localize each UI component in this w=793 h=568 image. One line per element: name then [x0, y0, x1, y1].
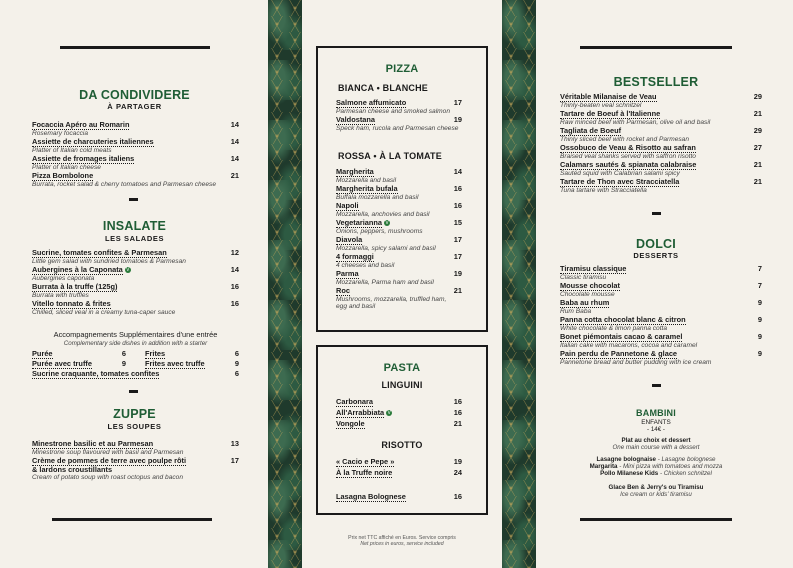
decor-strip-left	[268, 0, 302, 568]
section-title: PIZZA	[385, 63, 419, 75]
section-title: DOLCI	[636, 237, 676, 251]
section-title: PASTA	[383, 362, 421, 374]
section-subtitle: DESSERTS	[633, 251, 679, 260]
top-rule	[60, 46, 210, 49]
menu-item: Parma 19 Mozzarella, Parma ham and basil	[336, 269, 462, 286]
menu-item: Pizza Bombolone 21 Burrata, rocket salad & cherry tomatoes and Parmesan cheese	[32, 171, 239, 188]
menu-item: Calamars sautés & spianata calabraise 21 Sautéd squid with Calabrian salami spicy	[560, 160, 762, 177]
menu-item: Crème de pommes de terre avec poulpe rôti 17 & lardons croustillants Cream of potato soup with roast octopus and bacon	[32, 456, 239, 481]
menu-item: Bonet piémontais cacao & caramel 9 Italian cake with macarons, cocoa and caramel	[560, 332, 762, 349]
menu-item: Assiette de fromages italiens 14 Platter of Italian cheese	[32, 154, 239, 171]
menu-item: Margherita 14 Mozzarella and basil	[336, 167, 462, 184]
kids-price: - 14€ -	[647, 426, 665, 433]
footer-note: Prix net TTC affiché en Euros. Service compris	[348, 535, 456, 541]
menu-item: Assiette de charcuteries italiennes 14 Platter of Italian cold meats	[32, 137, 239, 154]
menu-item: 4 formaggi 17 4 cheeses and basil	[336, 252, 462, 269]
footer-note: Net prices in euros, service included	[360, 541, 444, 547]
vegetarian-icon: V	[126, 267, 130, 274]
kids-option: Ice cream or kids' tiramisu	[620, 491, 692, 498]
menu-item: Véritable Milanaise de Veau 29 Thinly-beaten veal schnitzel	[560, 92, 762, 109]
menu-item: Baba au rhum 9 Rum Baba	[560, 298, 762, 315]
top-rule	[580, 46, 732, 49]
sides-subtitle: Complementary side dishes in addition with a starter	[63, 340, 208, 347]
section-title: INSALATE	[102, 219, 167, 233]
menu-item: « Cacio e Pepe » 19	[336, 457, 462, 466]
menu-item: Carbonara 16	[336, 397, 462, 406]
kids-option: Margarita - Mini pizza with tomatoes and mozza	[589, 463, 723, 470]
menu-item: All'Arrabbiata V 16	[336, 408, 462, 417]
sides-title: Accompagnements Supplémentaires d'une entrée	[53, 330, 218, 339]
menu-item: Tiramisu classique 7 Classic tiramisu	[560, 264, 762, 281]
section-subtitle: À PARTAGER	[107, 102, 162, 111]
menu-item: Napoli 16 Mozzarella, anchovies and basil	[336, 201, 462, 218]
bottom-rule	[580, 518, 732, 521]
menu-item: Mousse chocolat 7 Chocolate mousse	[560, 281, 762, 298]
menu-item: Vongole 21	[336, 419, 462, 428]
menu-item: Salmone affumicato 17 Parmesan cheese and smoked salmon	[336, 98, 462, 115]
menu-item: Aubergines à la Caponata V 14 Aubergines caponata	[32, 265, 239, 282]
menu-item: Minestrone basilic et au Parmesan 13 Minestrone soup flavoured with basil and Parmesan	[32, 439, 239, 456]
menu-item: Valdostana 19 Speck ham, rucola and Parmesan cheese	[336, 115, 462, 132]
divider	[652, 384, 661, 387]
section-subtitle: ENFANTS	[641, 419, 671, 426]
subsection-title: ROSSA • À LA TOMATE	[338, 151, 442, 161]
menu-item: Tartare de Boeuf à l'Italienne 21 Raw minced beef with Parmesan, olive oil and basil	[560, 109, 762, 126]
middle-column	[302, 0, 502, 568]
menu-item: Tagliata de Boeuf 29 Thinly sliced beef with rocket and Parmesan	[560, 126, 762, 143]
kids-option: Pollo Milanese Kids - Chicken schnitzel	[600, 470, 712, 477]
menu-item: Vegetarianna V 15 Onions, peppers, mushrooms	[336, 218, 462, 235]
menu-item: Lasagna Bolognese 16	[336, 492, 462, 501]
section-title: ZUPPE	[113, 407, 156, 421]
right-column	[536, 0, 793, 568]
menu-item: Burrata à la truffe (125g) 16 Burrata with truffles	[32, 282, 239, 299]
vegetarian-icon: V	[387, 410, 391, 417]
left-column	[0, 0, 268, 568]
menu-item: Tartare de Thon avec Stracciatella 21 Tuna tartare with Stracciatella	[560, 177, 762, 194]
kids-line: Plat au choix et dessert	[621, 437, 691, 444]
kids-line: One main course with a dessert	[612, 444, 700, 451]
vegetarian-icon: V	[385, 220, 389, 227]
menu-item: Frites avec truffe 9	[145, 359, 239, 368]
menu-item: Ossobuco de Veau & Risotto au safran 27 Braised veal shanks served with saffron risotto	[560, 143, 762, 160]
menu-item: Sucrine craquante, tomates confites 6	[32, 369, 239, 378]
menu-item: Roc 21 Mushrooms, mozzarella, truffled ham, egg and basil	[336, 286, 462, 310]
section-title: BAMBINI	[636, 408, 676, 418]
subsection-title: BIANCA • BLANCHE	[338, 83, 429, 93]
kids-option: Lasagne bolognaise - Lasagne bolognese	[596, 456, 716, 463]
menu-item: Sucrine, tomates confites & Parmesan 12 Little gem salad with sundried tomatoes & Parmesan	[32, 248, 239, 265]
subsection-title: RISOTTO	[381, 440, 423, 450]
menu-item: Pain perdu de Pannetone & glace 9 Pannetone bread and butter pudding with ice cream	[560, 349, 762, 366]
menu-item: Frites 6	[145, 349, 239, 358]
menu-item: À la Truffe noire 24	[336, 468, 462, 477]
divider	[129, 198, 138, 201]
section-title: DA CONDIVIDERE	[79, 88, 190, 102]
section-subtitle: LES SOUPES	[107, 422, 162, 431]
menu-item: Focaccia Apéro au Romarin 14 Rosemary focaccia	[32, 120, 239, 137]
menu-item: Purée avec truffe 9	[32, 359, 126, 368]
menu-item: Diavola 17 Mozzarella, spicy salami and basil	[336, 235, 462, 252]
bottom-rule	[52, 518, 212, 521]
decor-strip-right	[502, 0, 536, 568]
section-subtitle: LES SALADES	[104, 234, 165, 243]
menu-item: Panna cotta chocolat blanc & citron 9 White chocolate & limon panna cotta	[560, 315, 762, 332]
menu-item: Margherita bufala 16 Buffala mozzarella and basil	[336, 184, 462, 201]
menu-item: Purée 6	[32, 349, 126, 358]
subsection-title: LINGUINI	[381, 380, 423, 390]
divider	[652, 212, 661, 215]
divider	[129, 390, 138, 393]
menu-item: Vitello tonnato & frites 16 Chilled, sliced veal in a creamy tuna-caper sauce	[32, 299, 239, 316]
section-title: BESTSELLER	[613, 75, 699, 89]
kids-option: Glace Ben & Jerry's ou Tiramisu	[608, 484, 704, 491]
